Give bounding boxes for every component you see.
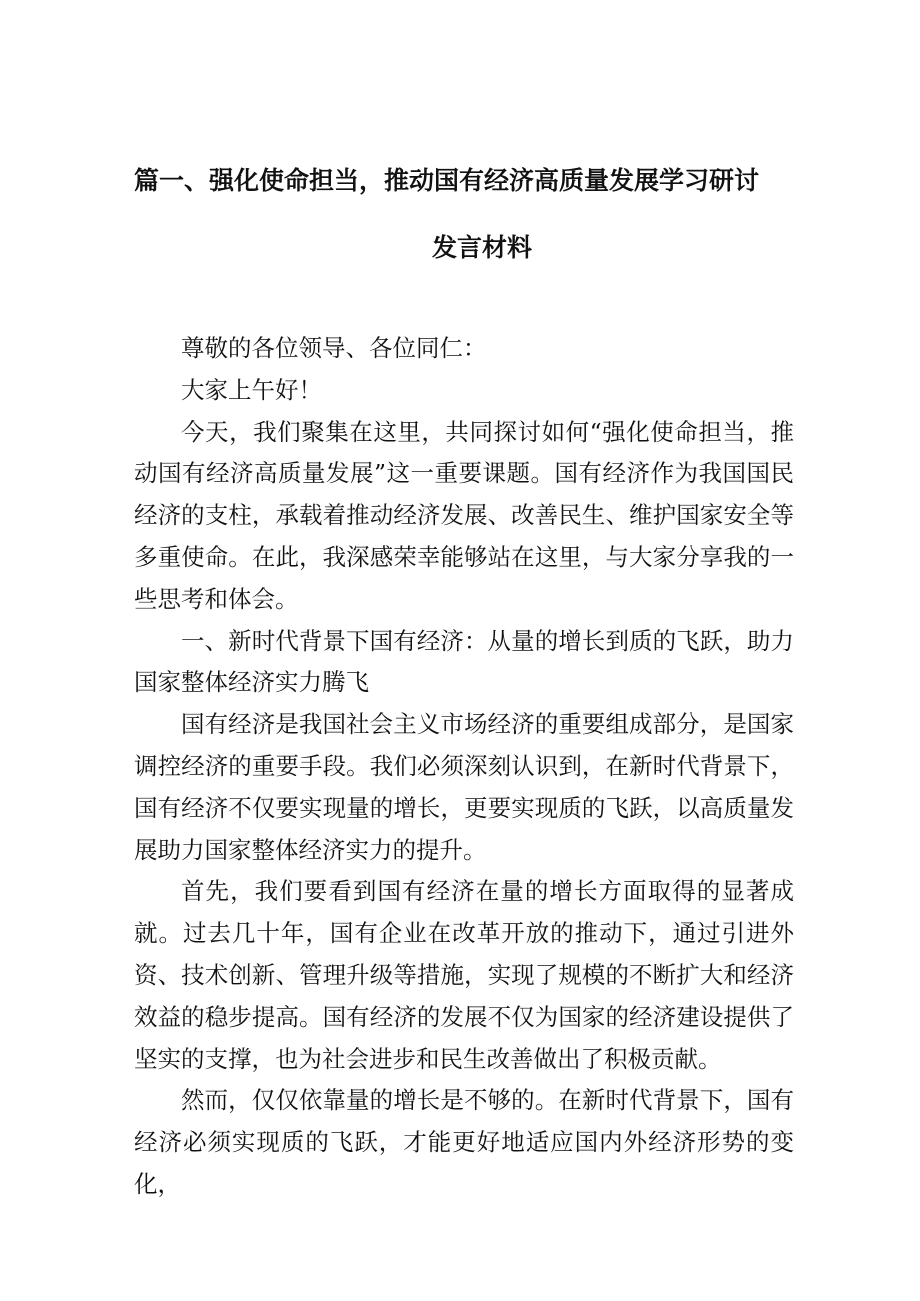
section-1-paragraph-2: 首先，我们要看到国有经济在量的增长方面取得的显著成就。过去几十年，国有企业在改革开放的推动下，通过引进外资、技术创新、管理升级等措施，实现了规模的不断扩大和经济效益的稳步提高。国有经济的发展不仅为国家的经济建设提供了坚实的支撑，也为社会进步和民生改善做出了积极贡献。 xyxy=(134,877,794,1073)
intro-paragraph: 今天，我们聚集在这里，共同探讨如何“强化使命担当，推动国有经济高质量发展”这一重要课题。国有经济作为我国国民经济的支柱，承载着推动经济发展、改善民生、维护国家安全等多重使命。在此，我深感荣幸能够站在这里，与大家分享我的一些思考和体会。 xyxy=(134,417,794,613)
document-title-line-1: 篇一、强化使命担当，推动国有经济高质量发展学习研讨 xyxy=(134,166,760,195)
section-1-heading: 一、新时代背景下国有经济：从量的增长到质的飞跃，助力国家整体经济实力腾飞 xyxy=(134,626,794,697)
salutation: 尊敬的各位领导、各位同仁： xyxy=(181,334,487,362)
section-1-paragraph-1: 国有经济是我国社会主义市场经济的重要组成部分，是国家调控经济的重要手段。我们必须深刻认识到，在新时代背景下，国有经济不仅要实现量的增长，更要实现质的飞跃，以高质量发展助力国家整体经济实力的提升。 xyxy=(134,710,794,864)
section-1-paragraph-3: 然而，仅仅依靠量的增长是不够的。在新时代背景下，国有经济必须实现质的飞跃，才能更好地适应国内外经济形势的变化， xyxy=(134,1086,794,1198)
greeting: 大家上午好！ xyxy=(181,375,322,404)
document-body xyxy=(134,328,794,1206)
document-title-line-2: 发言材料 xyxy=(431,233,532,262)
